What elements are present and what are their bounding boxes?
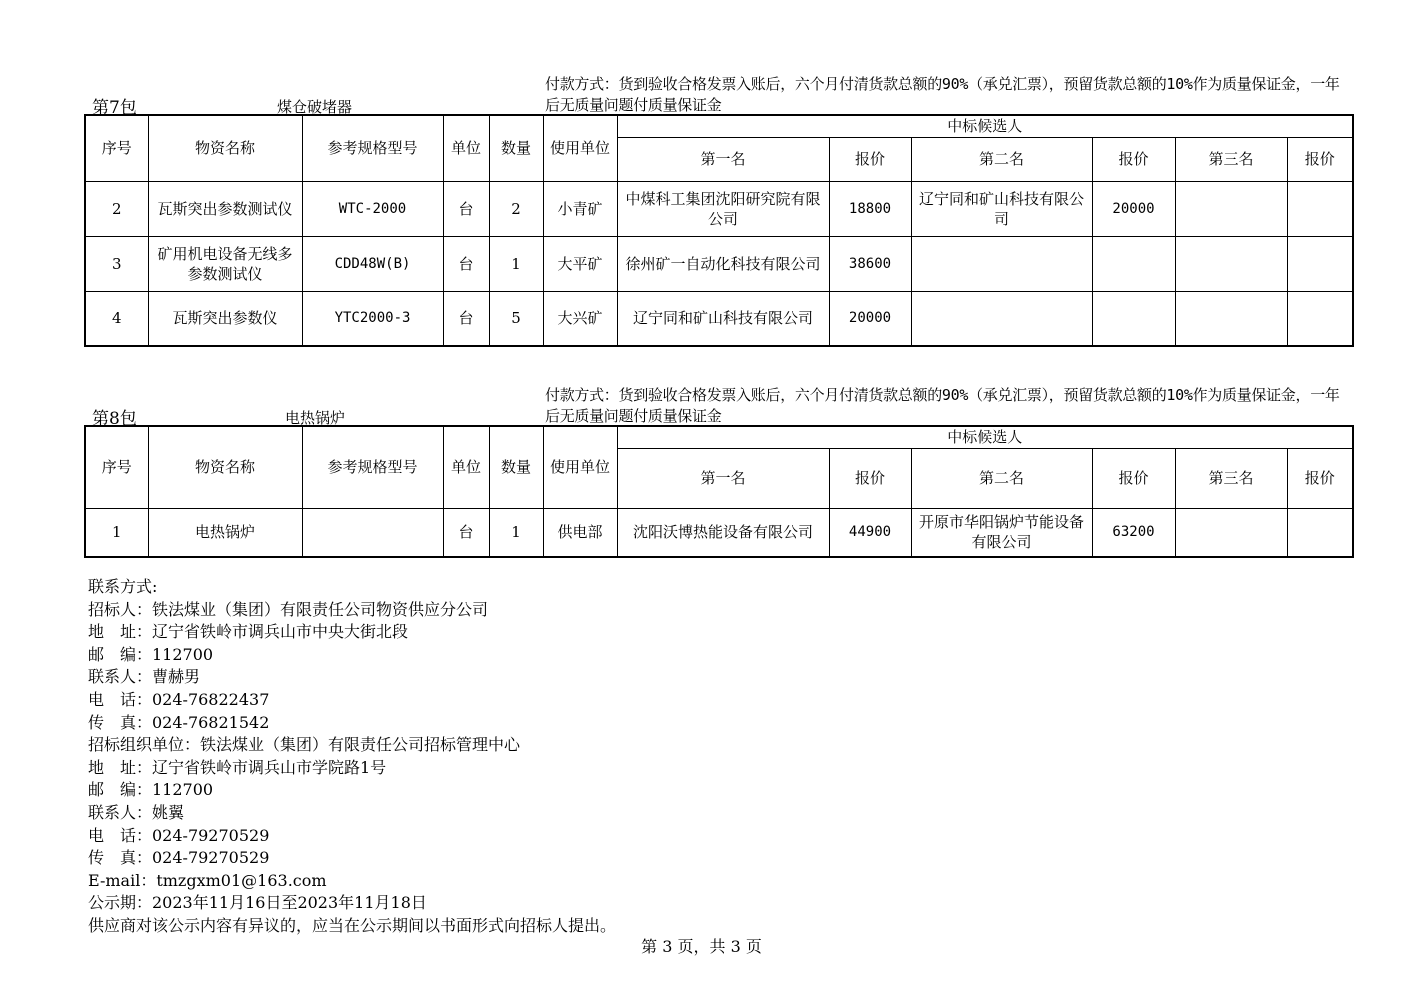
cell-spec: CDD48W(B)	[302, 236, 443, 291]
cell-spec	[302, 508, 443, 557]
table-row	[85, 236, 1353, 291]
cell-third	[1175, 291, 1287, 346]
col-candidates: 中标候选人	[617, 115, 1353, 137]
col-first: 第一名	[617, 137, 829, 181]
col-unit: 单位	[443, 115, 489, 181]
contact-email: E-mail：tmzgxm01@163.com	[88, 870, 327, 890]
package-item-title: 电热锅炉	[285, 409, 346, 427]
col-candidates: 中标候选人	[617, 426, 1353, 448]
cell-third	[1175, 181, 1287, 236]
col-name: 物资名称	[148, 115, 302, 181]
col-qty: 数量	[489, 115, 543, 181]
cell-price2: 20000	[1092, 181, 1175, 236]
cell-first: 沈阳沃博热能设备有限公司	[617, 508, 829, 557]
contact-line: 联系人：曹赫男	[88, 667, 201, 687]
bid-table-package-8	[84, 425, 1354, 558]
cell-second: 开原市华阳锅炉节能设备有限公司	[911, 508, 1092, 557]
col-price2: 报价	[1092, 448, 1175, 508]
cell-price1: 38600	[829, 236, 911, 291]
publicity-period: 公示期：2023年11月16日至2023年11月18日	[88, 893, 427, 913]
cell-dept: 大平矿	[543, 236, 617, 291]
col-qty: 数量	[489, 426, 543, 508]
cell-first: 徐州矿一自动化科技有限公司	[617, 236, 829, 291]
contact-line: 邮 编：112700	[88, 644, 214, 664]
col-unit: 单位	[443, 426, 489, 508]
cell-price2	[1092, 291, 1175, 346]
bid-table-package-7	[84, 114, 1354, 347]
cell-price2: 63200	[1092, 508, 1175, 557]
cell-name: 电热锅炉	[148, 508, 302, 557]
cell-seq: 2	[85, 181, 148, 236]
col-seq: 序号	[85, 115, 148, 181]
contact-line: 电 话：024-76822437	[88, 689, 270, 709]
cell-price3	[1287, 181, 1353, 236]
package-label: 第8包	[92, 409, 137, 429]
cell-price2	[1092, 236, 1175, 291]
contact-line: 传 真：024-76821542	[88, 712, 270, 732]
contact-line: 地 址：辽宁省铁岭市调兵山市中央大街北段	[88, 622, 409, 642]
cell-qty: 2	[489, 181, 543, 236]
objection-note: 供应商对该公示内容有异议的，应当在公示期间以书面形式向招标人提出。	[88, 915, 617, 935]
contact-line: 邮 编：112700	[88, 780, 214, 800]
cell-third	[1175, 236, 1287, 291]
contact-heading: 联系方式:	[88, 577, 158, 596]
cell-first: 中煤科工集团沈阳研究院有限公司	[617, 181, 829, 236]
cell-unit: 台	[443, 291, 489, 346]
col-third: 第三名	[1175, 448, 1287, 508]
contact-line: 电 话：024-79270529	[88, 825, 270, 845]
col-third: 第三名	[1175, 137, 1287, 181]
col-second: 第二名	[911, 448, 1092, 508]
cell-second	[911, 291, 1092, 346]
cell-first: 辽宁同和矿山科技有限公司	[617, 291, 829, 346]
cell-third	[1175, 508, 1287, 557]
payment-terms: 付款方式：货到验收合格发票入账后，六个月付清货款总额的90%（承兑汇票），预留货款总额的10%作为质量保证金，一年后无质量问题付质量保证金	[545, 75, 1340, 114]
contact-line: 联系人：姚翼	[88, 802, 185, 822]
col-price1: 报价	[829, 137, 911, 181]
cell-price3	[1287, 236, 1353, 291]
col-dept: 使用单位	[543, 115, 617, 181]
contact-line: 招标人：铁法煤业（集团）有限责任公司物资供应分公司	[88, 599, 489, 619]
contact-line: 招标组织单位：铁法煤业（集团）有限责任公司招标管理中心	[88, 735, 521, 755]
col-name: 物资名称	[148, 426, 302, 508]
cell-unit: 台	[443, 236, 489, 291]
col-dept: 使用单位	[543, 426, 617, 508]
table-row	[85, 508, 1353, 557]
col-price1: 报价	[829, 448, 911, 508]
table-row	[85, 291, 1353, 346]
cell-price1: 18800	[829, 181, 911, 236]
cell-dept: 大兴矿	[543, 291, 617, 346]
cell-seq: 4	[85, 291, 148, 346]
package-label: 第7包	[92, 98, 137, 118]
col-price3: 报价	[1287, 448, 1353, 508]
col-first: 第一名	[617, 448, 829, 508]
cell-spec: WTC-2000	[302, 181, 443, 236]
cell-seq: 3	[85, 236, 148, 291]
cell-unit: 台	[443, 181, 489, 236]
cell-dept: 供电部	[543, 508, 617, 557]
cell-price3	[1287, 508, 1353, 557]
cell-price3	[1287, 291, 1353, 346]
cell-name: 瓦斯突出参数仪	[148, 291, 302, 346]
cell-name: 瓦斯突出参数测试仪	[148, 181, 302, 236]
package-item-title: 煤仓破堵器	[277, 98, 353, 116]
cell-seq: 1	[85, 508, 148, 557]
col-second: 第二名	[911, 137, 1092, 181]
cell-qty: 1	[489, 236, 543, 291]
cell-second: 辽宁同和矿山科技有限公司	[911, 181, 1092, 236]
contact-line: 地 址：辽宁省铁岭市调兵山市学院路1号	[88, 757, 387, 777]
cell-price1: 20000	[829, 291, 911, 346]
table-row	[85, 181, 1353, 236]
cell-second	[911, 236, 1092, 291]
col-price3: 报价	[1287, 137, 1353, 181]
cell-spec: YTC2000-3	[302, 291, 443, 346]
contact-line: 传 真：024-79270529	[88, 848, 270, 868]
page-number: 第 3 页，共 3 页	[641, 937, 762, 956]
col-spec: 参考规格型号	[302, 426, 443, 508]
col-price2: 报价	[1092, 137, 1175, 181]
col-seq: 序号	[85, 426, 148, 508]
col-spec: 参考规格型号	[302, 115, 443, 181]
contact-info	[88, 576, 616, 938]
cell-qty: 5	[489, 291, 543, 346]
cell-price1: 44900	[829, 508, 911, 557]
cell-qty: 1	[489, 508, 543, 557]
payment-terms: 付款方式：货到验收合格发票入账后，六个月付清货款总额的90%（承兑汇票），预留货款总额的10%作为质量保证金，一年后无质量问题付质量保证金	[545, 386, 1340, 425]
cell-unit: 台	[443, 508, 489, 557]
cell-name: 矿用机电设备无线多参数测试仪	[148, 236, 302, 291]
cell-dept: 小青矿	[543, 181, 617, 236]
